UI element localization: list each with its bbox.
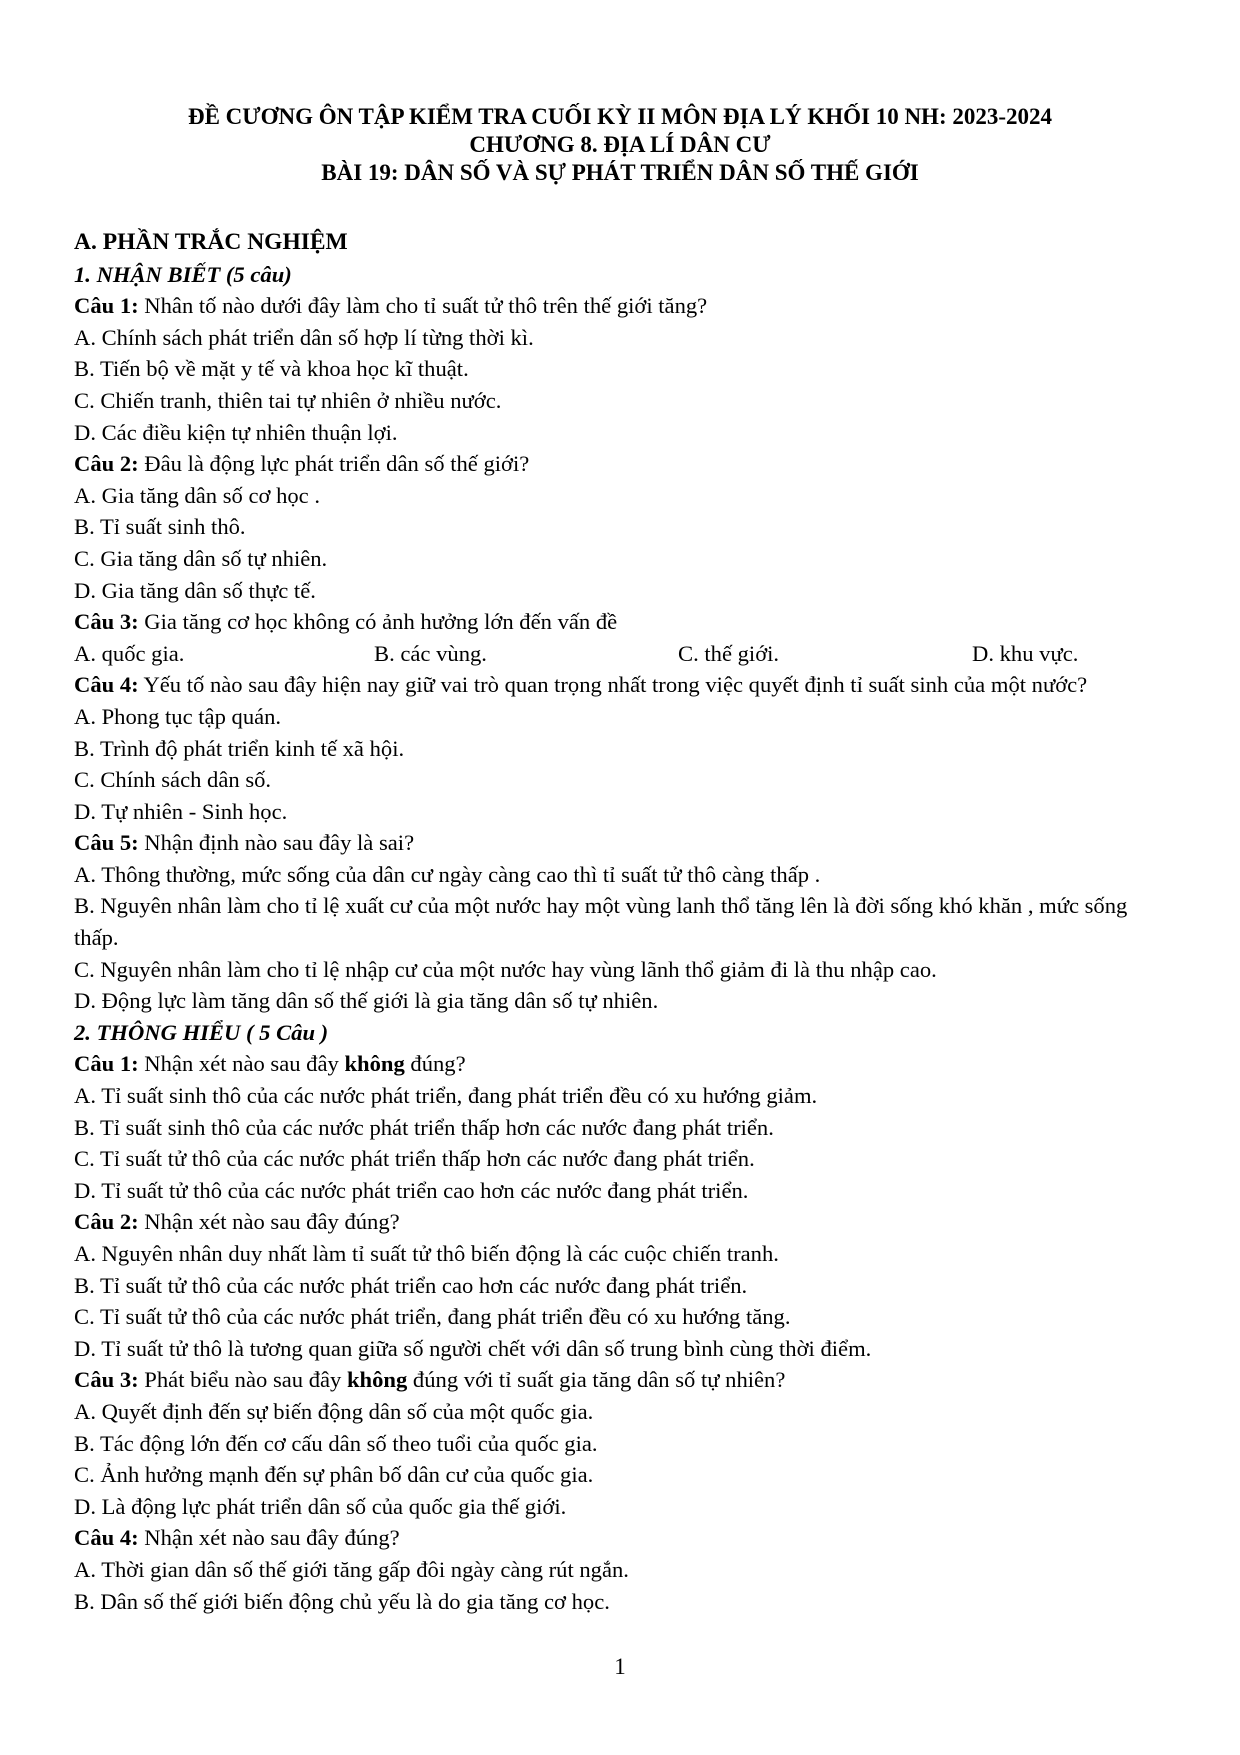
question <box>74 669 1174 701</box>
question-text: đúng với tỉ suất gia tăng dân số tự nhiên? <box>407 1367 786 1393</box>
answer-option: D. Gia tăng dân số thực tế. <box>74 577 316 603</box>
answer-option: B. các vùng. <box>374 640 487 666</box>
question <box>74 606 1174 638</box>
question-label: Câu 1: <box>74 1051 139 1077</box>
question <box>74 1522 1174 1554</box>
question-text: Gia tăng cơ học không có ảnh hưởng lớn đến vấn đề <box>138 609 618 635</box>
part1-heading: 1. NHẬN BIẾT (5 câu) <box>74 261 292 287</box>
answer-option: B. Tỉ suất sinh thô của các nước phát triển thấp hơn các nước đang phát triển. <box>74 1114 774 1140</box>
answer-option: C. Chính sách dân số. <box>74 767 272 793</box>
question-label: Câu 5: <box>74 830 139 856</box>
answer-option: B. Dân số thế giới biến động chủ yếu là do gia tăng cơ học. <box>74 1588 610 1614</box>
answer-option: A. Gia tăng dân số cơ học . <box>74 482 320 508</box>
question <box>74 1364 1174 1396</box>
document-body <box>74 227 1174 1617</box>
answer-option: B. Tỉ suất tử thô của các nước phát triển cao hơn các nước đang phát triển. <box>74 1272 748 1298</box>
question-text: Nhận xét nào sau đây đúng? <box>138 1525 400 1551</box>
answer-option: A. Thông thường, mức sống của dân cư ngày càng cao thì tỉ suất tử thô càng thấp . <box>74 861 821 887</box>
answer-option: B. Tiến bộ về mặt y tế và khoa học kĩ thuật. <box>74 356 469 382</box>
answer-option: A. Phong tục tập quán. <box>74 703 282 729</box>
question-label: Câu 2: <box>74 1209 139 1235</box>
answer-option: D. khu vực. <box>972 640 1079 666</box>
question-text: Nhận xét nào sau đây đúng? <box>138 1209 400 1235</box>
answer-option: A. Thời gian dân số thế giới tăng gấp đôi ngày càng rút ngắn. <box>74 1556 629 1582</box>
answer-option: A. Chính sách phát triển dân số hợp lí từng thời kì. <box>74 324 534 350</box>
answer-options-row <box>74 638 1174 670</box>
answer-option: C. Ảnh hưởng mạnh đến sự phân bố dân cư của quốc gia. <box>74 1462 594 1488</box>
document-title: ĐỀ CƯƠNG ÔN TẬP KIỂM TRA CUỐI KỲ II MÔN ĐỊA LÝ KHỐI 10 NH: 2023-2024 <box>187 104 1053 129</box>
question-text: đúng? <box>404 1051 466 1077</box>
question <box>74 290 1174 322</box>
question-text: Nhân tố nào dưới đây làm cho tỉ suất tử thô trên thế giới tăng? <box>138 293 708 319</box>
answer-option: D. Các điều kiện tự nhiên thuận lợi. <box>74 419 398 445</box>
question <box>74 1048 1174 1080</box>
answer-option: D. Tỉ suất tử thô của các nước phát triển cao hơn các nước đang phát triển. <box>74 1177 749 1203</box>
question <box>74 1206 1174 1238</box>
answer-option: D. Là động lực phát triển dân số của quốc gia thế giới. <box>74 1493 567 1519</box>
answer-option: C. Tỉ suất tử thô của các nước phát triển thấp hơn các nước đang phát triển. <box>74 1146 755 1172</box>
document-header <box>0 103 1240 187</box>
answer-option: C. Chiến tranh, thiên tai tự nhiên ở nhiều nước. <box>74 387 502 413</box>
question-label: Câu 4: <box>74 1525 139 1551</box>
answer-option: D. Tự nhiên - Sinh học. <box>74 798 288 824</box>
answer-option: D. Tỉ suất tử thô là tương quan giữa số người chết với dân số trung bình cùng thời điểm. <box>74 1335 872 1361</box>
answer-option: A. quốc gia. <box>74 640 185 666</box>
question-emphasis: không <box>346 1367 408 1393</box>
question <box>74 448 1174 480</box>
answer-option: C. Gia tăng dân số tự nhiên. <box>74 545 328 571</box>
page-number: 1 <box>614 1654 626 1679</box>
lesson-title: BÀI 19: DÂN SỐ VÀ SỰ PHÁT TRIỂN DÂN SỐ THẾ GIỚI <box>321 160 919 185</box>
question-label: Câu 3: <box>74 609 139 635</box>
question-text: Nhận xét nào sau đây <box>138 1051 345 1077</box>
part2-heading: 2. THÔNG HIỂU ( 5 Câu ) <box>74 1019 329 1045</box>
question-label: Câu 3: <box>74 1367 139 1393</box>
answer-option: A. Nguyên nhân duy nhất làm tỉ suất tử thô biến động là các cuộc chiến tranh. <box>74 1241 779 1266</box>
question-label: Câu 2: <box>74 451 139 477</box>
answer-option: C. thế giới. <box>678 640 780 666</box>
answer-option: B. Nguyên nhân làm cho tỉ lệ xuất cư của một nước hay một vùng lanh thổ tăng lên là đời sống khó khăn , mức sống thấp. <box>74 893 1128 951</box>
answer-option: B. Tỉ suất sinh thô. <box>74 514 246 540</box>
answer-option: B. Tác động lớn đến cơ cấu dân số theo tuổi của quốc gia. <box>74 1430 598 1456</box>
answer-option: A. Tỉ suất sinh thô của các nước phát triển, đang phát triển đều có xu hướng giảm. <box>74 1083 818 1109</box>
answer-option: A. Quyết định đến sự biến động dân số của một quốc gia. <box>74 1398 594 1424</box>
chapter-title: CHƯƠNG 8. ĐỊA LÍ DÂN CƯ <box>469 132 771 157</box>
question-text: Phát biểu nào sau đây <box>138 1367 347 1393</box>
question-text: Nhận định nào sau đây là sai? <box>138 830 415 856</box>
section-a-heading: A. PHẦN TRẮC NGHIỆM <box>74 229 348 255</box>
question-label: Câu 1: <box>74 293 139 319</box>
question-text: Đâu là động lực phát triển dân số thế giới? <box>138 451 530 477</box>
question-emphasis: không <box>344 1051 405 1077</box>
question <box>74 827 1174 859</box>
answer-option: B. Trình độ phát triển kinh tế xã hội. <box>74 735 405 761</box>
question-text: Yếu tố nào sau đây hiện nay giữ vai trò quan trọng nhất trong việc quyết định tỉ suất sinh của một nước? <box>138 672 1088 698</box>
answer-option: C. Tỉ suất tử thô của các nước phát triển, đang phát triển đều có xu hướng tăng. <box>74 1304 791 1330</box>
answer-option: D. Động lực làm tăng dân số thế giới là gia tăng dân số tự nhiên. <box>74 988 659 1014</box>
question-label: Câu 4: <box>74 672 139 698</box>
answer-option: C. Nguyên nhân làm cho tỉ lệ nhập cư của một nước hay vùng lãnh thổ giảm đi là thu nhập cao. <box>74 956 937 982</box>
